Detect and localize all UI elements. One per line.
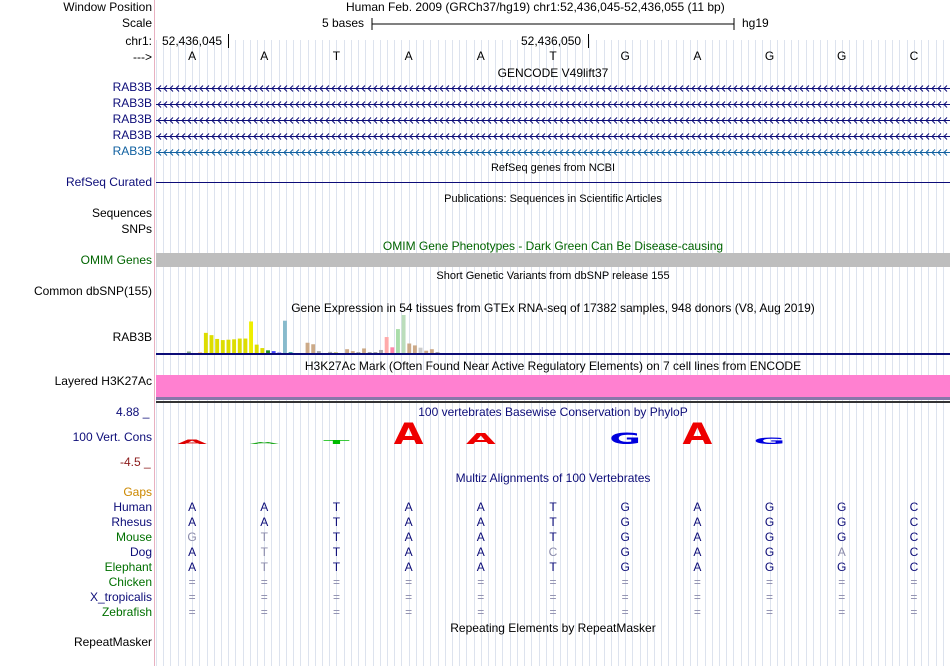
alignment-base: A xyxy=(404,530,413,544)
alignment-base: = xyxy=(332,590,340,604)
alignment-base: G xyxy=(764,545,775,559)
omim-title: OMIM Gene Phenotypes - Dark Green Can Be Disease-causing xyxy=(382,239,724,253)
omim-label[interactable]: OMIM Genes xyxy=(80,253,152,267)
gtex-tissue-bar xyxy=(345,349,349,353)
alignment-base: G xyxy=(764,500,775,514)
alignment-base: = xyxy=(188,605,196,619)
pos-mid: 52,436,050 xyxy=(521,34,582,48)
alignment-base: A xyxy=(476,530,485,544)
alignment-base: T xyxy=(332,560,341,574)
gtex-tissue-bar xyxy=(379,350,383,353)
omim-bar[interactable] xyxy=(156,253,950,267)
ruler-base: A xyxy=(476,49,485,63)
ruler-base: C xyxy=(909,49,919,63)
gencode-row-label[interactable]: RAB3B xyxy=(112,80,152,94)
alignment-base: = xyxy=(477,590,485,604)
alignment-base: A xyxy=(188,500,197,514)
alignment-base: G xyxy=(620,500,630,514)
alignment-base: G xyxy=(620,545,630,559)
gencode-row-label[interactable]: RAB3B xyxy=(112,96,152,110)
alignment-base: G xyxy=(620,515,630,529)
cons-logo-letter: T xyxy=(323,439,350,446)
species-label[interactable]: X_tropicalis xyxy=(89,590,152,604)
alignment-base: A xyxy=(476,545,485,559)
alignment-base: T xyxy=(332,515,341,529)
alignment-base: T xyxy=(260,560,268,574)
alignment-base: G xyxy=(837,515,847,529)
cons-logo-letter: A xyxy=(249,441,280,445)
gtex-tissue-bar xyxy=(266,350,270,353)
gtex-bar-chart[interactable] xyxy=(156,315,950,356)
gencode-transcript[interactable] xyxy=(156,130,950,142)
gtex-tissue-bar xyxy=(187,351,191,353)
gencode-transcript[interactable] xyxy=(156,98,950,110)
alignment-base: A xyxy=(693,515,702,529)
alignment-base: = xyxy=(621,590,629,604)
gtex-tissue-bar xyxy=(334,352,338,353)
alignment-base: G xyxy=(620,530,630,544)
window-position-label[interactable]: Window Position xyxy=(63,0,152,14)
alignment-base: A xyxy=(693,530,702,544)
gencode-transcript[interactable] xyxy=(156,114,950,126)
gtex-tissue-bar xyxy=(198,352,202,353)
alignment-base: = xyxy=(693,605,701,619)
alignment-base: A xyxy=(693,500,702,514)
alignment-base: = xyxy=(838,590,846,604)
alignment-base: = xyxy=(838,575,846,589)
dbsnp-label[interactable]: Common dbSNP(155) xyxy=(33,284,152,298)
refseq-title: RefSeq genes from NCBI xyxy=(490,162,616,174)
cons-label[interactable]: 100 Vert. Cons xyxy=(72,430,152,444)
alignment-base: C xyxy=(909,545,919,559)
gtex-tissue-bar xyxy=(419,348,423,353)
alignment-base: = xyxy=(188,590,196,604)
gtex-tissue-bar xyxy=(396,329,400,353)
gtex-tissue-bar xyxy=(436,352,440,353)
repeatmasker-label[interactable]: RepeatMasker xyxy=(73,635,152,649)
alignment-base: G xyxy=(837,560,847,574)
alignment-base: A xyxy=(404,500,413,514)
h3k27ac-signal[interactable] xyxy=(156,375,950,397)
alignment-base: C xyxy=(548,545,558,559)
alignment-base: A xyxy=(188,545,197,559)
alignment-base: = xyxy=(405,605,413,619)
alignment-base: = xyxy=(188,575,196,589)
alignment-base: = xyxy=(910,605,918,619)
ruler-base: T xyxy=(549,49,557,63)
cons-logo-letter: A xyxy=(177,438,207,446)
gencode-row-label[interactable]: RAB3B xyxy=(112,128,152,142)
cons-min: -4.5 _ xyxy=(120,455,151,469)
alignment-base: G xyxy=(837,530,847,544)
ruler-base: G xyxy=(620,49,630,63)
cons-logo-letter: G xyxy=(609,429,641,448)
species-label[interactable]: Human xyxy=(113,500,152,514)
gtex-tissue-bar xyxy=(306,343,310,353)
alignment-base: T xyxy=(332,530,341,544)
alignment-base: A xyxy=(476,500,485,514)
alignment-base: G xyxy=(764,515,775,529)
alignment-base: A xyxy=(404,545,413,559)
gtex-tissue-bar xyxy=(413,345,417,353)
gencode-row-label[interactable]: RAB3B xyxy=(112,144,152,158)
gencode-transcript[interactable] xyxy=(156,82,950,94)
gtex-tissue-bar xyxy=(210,335,214,353)
refseq-label[interactable]: RefSeq Curated xyxy=(65,175,152,189)
gtex-tissue-bar xyxy=(255,345,259,353)
alignment-base: T xyxy=(260,545,268,559)
alignment-base: A xyxy=(260,500,269,514)
gtex-tissue-bar xyxy=(430,349,434,353)
alignment-base: = xyxy=(693,590,701,604)
alignment-base: G xyxy=(620,560,630,574)
alignment-base: G xyxy=(764,530,775,544)
species-label[interactable]: Mouse xyxy=(115,530,152,544)
gtex-tissue-bar xyxy=(277,352,281,353)
gtex-tissue-bar xyxy=(390,347,394,353)
alignment-base: G xyxy=(837,500,847,514)
gtex-tissue-bar xyxy=(272,351,276,353)
alignment-base: = xyxy=(332,605,340,619)
alignment-base: A xyxy=(404,515,413,529)
gtex-tissue-bar xyxy=(317,351,321,353)
alignment-base: = xyxy=(260,575,268,589)
strand-label: ---> xyxy=(133,50,152,64)
repeatmasker-title: Repeating Elements by RepeatMasker xyxy=(450,621,656,635)
alignment-base: A xyxy=(188,515,197,529)
gtex-tissue-bar xyxy=(385,337,389,353)
alignment-base: = xyxy=(766,590,774,604)
alignment-base: G xyxy=(187,530,197,544)
alignment-base: = xyxy=(621,575,629,589)
species-label[interactable]: Zebrafish xyxy=(101,605,152,619)
gtex-tissue-bar xyxy=(215,339,219,353)
gtex-tissue-bar xyxy=(424,351,428,353)
cons-logo-letter: A xyxy=(393,420,424,452)
cons-title: 100 vertebrates Basewise Conservation by PhyloP xyxy=(418,405,688,419)
gtex-title: Gene Expression in 54 tissues from GTEx RNA-seq of 17382 samples, 948 donors (V8, Aug 2019) xyxy=(291,301,815,315)
alignment-base: = xyxy=(260,605,268,619)
cons-logo[interactable] xyxy=(156,420,950,460)
gtex-tissue-bar xyxy=(221,340,225,353)
alignment-base: = xyxy=(405,575,413,589)
alignment-base: = xyxy=(549,605,557,619)
gtex-tissue-bar xyxy=(232,339,236,353)
scale-db: hg19 xyxy=(742,16,769,30)
gtex-tissue-bar xyxy=(311,344,315,353)
gtex-tissue-bar xyxy=(249,321,253,353)
cons-logo-letter: A xyxy=(682,420,713,452)
alignment-base: T xyxy=(549,515,557,529)
species-label[interactable]: Chicken xyxy=(108,575,152,589)
gtex-tissue-bar xyxy=(373,352,377,353)
species-label[interactable]: Dog xyxy=(129,545,152,559)
sequences-label[interactable]: Sequences xyxy=(91,206,152,220)
alignment-base: T xyxy=(549,560,557,574)
snps-label[interactable]: SNPs xyxy=(121,222,152,236)
gtex-tissue-bar xyxy=(238,339,242,353)
alignment-base: = xyxy=(621,605,629,619)
pos-start: 52,436,045 xyxy=(162,34,223,48)
sidebar-divider xyxy=(154,0,155,666)
gtex-tissue-bar xyxy=(402,315,406,353)
gtex-tissue-bar xyxy=(328,352,332,353)
alignment-base: A xyxy=(404,560,413,574)
gaps-label[interactable]: Gaps xyxy=(123,485,152,499)
alignment-base: A xyxy=(476,560,485,574)
multiz-title: Multiz Alignments of 100 Vertebrates xyxy=(455,471,651,485)
window-position-value: Human Feb. 2009 (GRCh37/hg19) chr1:52,436,045-52,436,055 (11 bp) xyxy=(346,0,725,14)
alignment-base: A xyxy=(837,545,846,559)
alignment-base: = xyxy=(477,605,485,619)
chrom-label[interactable]: chr1: xyxy=(125,34,152,48)
alignment-base: = xyxy=(766,605,774,619)
alignment-base: A xyxy=(260,515,269,529)
cons-logo-letter: G xyxy=(753,435,786,447)
alignment-base: T xyxy=(332,500,341,514)
ruler-base: G xyxy=(764,49,775,63)
species-label[interactable]: Elephant xyxy=(104,560,152,574)
alignment-base: = xyxy=(549,575,557,589)
scale-label[interactable]: Scale xyxy=(121,16,152,30)
alignment-base: A xyxy=(693,545,702,559)
gtex-tissue-bar xyxy=(362,348,366,353)
gtex-tissue-bar xyxy=(283,321,287,353)
h3k27ac-label[interactable]: Layered H3K27Ac xyxy=(54,374,152,388)
gencode-row-label[interactable]: RAB3B xyxy=(112,112,152,126)
alignment-base: T xyxy=(549,500,557,514)
cons-max: 4.88 _ xyxy=(116,405,150,419)
alignment-base: T xyxy=(260,530,268,544)
gtex-tissue-bar xyxy=(356,352,360,353)
gtex-tissue-bar xyxy=(351,351,355,353)
cons-logo-letter: A xyxy=(465,430,496,448)
gtex-tissue-bar xyxy=(289,352,293,353)
ruler-base: G xyxy=(837,49,847,63)
alignment-base: = xyxy=(332,575,340,589)
track-separator xyxy=(156,401,950,403)
pos-start-tick xyxy=(228,34,229,48)
gtex-label[interactable]: RAB3B xyxy=(112,330,152,344)
gtex-tissue-bar xyxy=(368,352,372,353)
alignment-base: A xyxy=(476,515,485,529)
alignment-base: = xyxy=(910,575,918,589)
refseq-line[interactable] xyxy=(156,182,950,183)
alignment-base: T xyxy=(332,545,341,559)
scale-bar xyxy=(370,16,736,32)
alignment-base: A xyxy=(693,560,702,574)
alignment-base: T xyxy=(549,530,557,544)
alignment-base: = xyxy=(477,575,485,589)
species-label[interactable]: Rhesus xyxy=(111,515,152,529)
alignment-base: C xyxy=(909,515,919,529)
alignment-base: C xyxy=(909,530,919,544)
ruler-base: A xyxy=(404,49,413,63)
gtex-tissue-bar xyxy=(227,340,231,353)
alignment-base: C xyxy=(909,560,919,574)
ruler-base: T xyxy=(332,49,341,63)
alignment-base: = xyxy=(405,590,413,604)
alignment-base: = xyxy=(910,590,918,604)
gtex-baseline xyxy=(156,353,950,355)
alignment-base: = xyxy=(260,590,268,604)
pos-mid-tick xyxy=(588,34,589,48)
alignment-base: A xyxy=(188,560,197,574)
scale-value: 5 bases xyxy=(322,16,365,30)
alignment-base: = xyxy=(766,575,774,589)
gencode-transcript[interactable] xyxy=(156,146,950,158)
ruler-base: A xyxy=(260,49,269,63)
h3k27ac-baseline xyxy=(156,397,950,400)
alignment-base: = xyxy=(693,575,701,589)
gtex-tissue-bar xyxy=(260,348,264,353)
dbsnp-title: Short Genetic Variants from dbSNP release 155 xyxy=(436,270,670,282)
gtex-tissue-bar xyxy=(204,333,208,353)
gtex-tissue-bar xyxy=(407,344,411,354)
gencode-title: GENCODE V49lift37 xyxy=(497,66,609,80)
alignment-base: = xyxy=(838,605,846,619)
ruler-base: A xyxy=(693,49,702,63)
alignment-base: = xyxy=(549,590,557,604)
h3k27ac-title: H3K27Ac Mark (Often Found Near Active Regulatory Elements) on 7 cell lines from ENCODE xyxy=(304,359,802,373)
ruler-base: A xyxy=(188,49,197,63)
alignment-base: C xyxy=(909,500,919,514)
gtex-tissue-bar xyxy=(243,339,247,353)
alignment-base: G xyxy=(764,560,775,574)
publications-title: Publications: Sequences in Scientific Articles xyxy=(444,193,662,205)
